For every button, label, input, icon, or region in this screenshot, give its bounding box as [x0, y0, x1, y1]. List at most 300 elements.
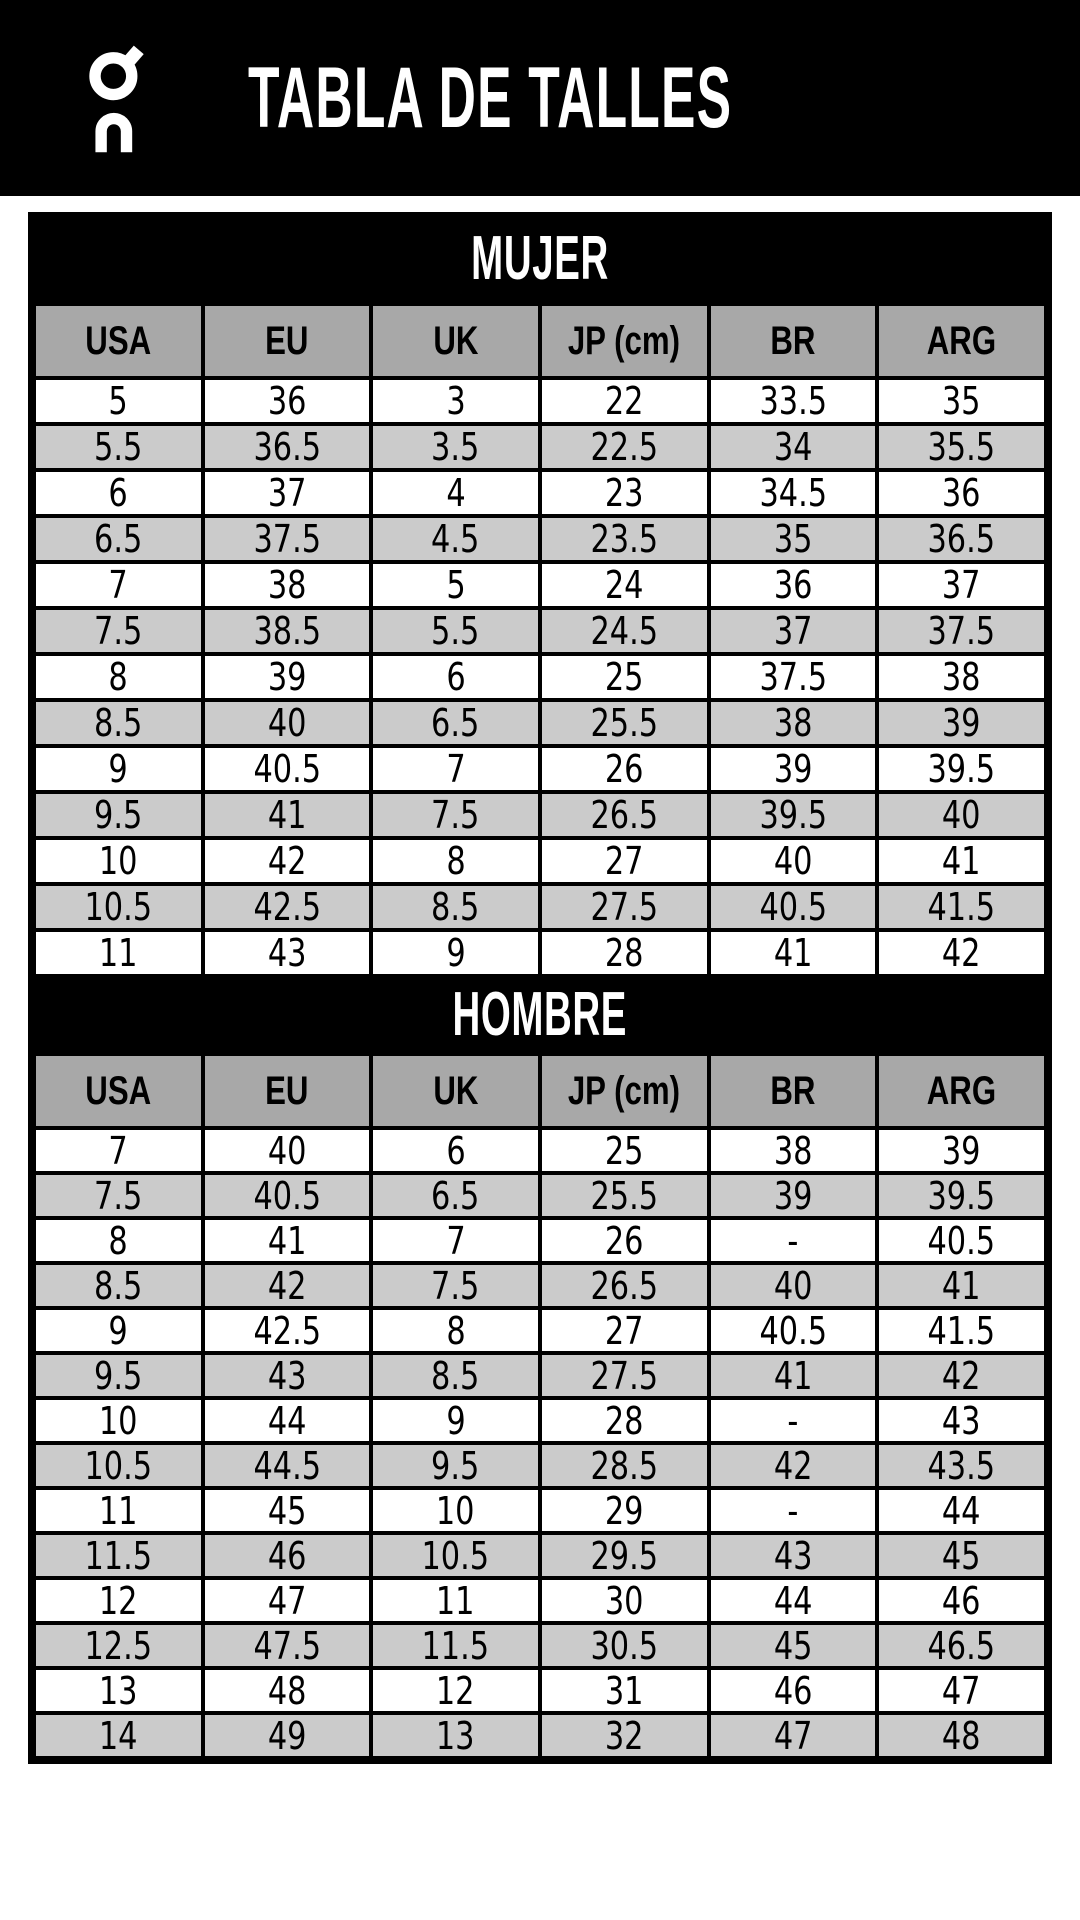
cell-value: 36 — [267, 379, 307, 423]
cell-value: 6 — [108, 471, 129, 515]
cell-value: 41 — [942, 839, 981, 883]
cell-value: 44 — [773, 1578, 813, 1623]
size-row — [34, 1398, 1046, 1443]
column-label-arg: ARG — [926, 319, 997, 363]
cell-value: 49 — [267, 1713, 307, 1758]
size-row — [34, 1623, 1046, 1668]
size-cell — [877, 1353, 1046, 1398]
cell-value: 4.5 — [431, 517, 480, 561]
cell-value: 24.5 — [590, 609, 659, 653]
size-cell — [709, 930, 878, 976]
cell-value: 44.5 — [253, 1443, 321, 1488]
size-row — [34, 562, 1046, 608]
cell-value: 39 — [267, 655, 307, 699]
size-cell — [709, 470, 878, 516]
size-row — [34, 1173, 1046, 1218]
size-cell — [877, 516, 1046, 562]
size-cell — [709, 884, 878, 930]
size-cell — [371, 1218, 540, 1263]
cell-value: 9 — [108, 1308, 129, 1353]
cell-value: 7.5 — [94, 1173, 143, 1218]
cell-value: 42 — [942, 931, 981, 975]
size-cell — [371, 1713, 540, 1758]
column-label-br: BR — [770, 1069, 816, 1113]
cell-value: 7 — [108, 1128, 129, 1173]
size-cell — [709, 1668, 878, 1713]
size-cell — [34, 424, 203, 470]
size-cell — [877, 1308, 1046, 1353]
size-cell — [877, 884, 1046, 930]
size-row — [34, 1713, 1046, 1758]
size-cell — [34, 1443, 203, 1488]
cell-value: 8 — [108, 1218, 129, 1263]
size-cell — [34, 1668, 203, 1713]
size-cell — [203, 1488, 372, 1533]
cell-value: 42 — [267, 839, 307, 883]
cell-value: 6.5 — [431, 701, 480, 745]
cell-value: 39 — [773, 747, 813, 791]
size-chart — [28, 212, 1052, 1764]
cell-value: 26 — [604, 1218, 644, 1263]
col-header-uk — [371, 304, 540, 378]
size-cell — [540, 1398, 709, 1443]
size-cell — [34, 1173, 203, 1218]
cell-value: 40.5 — [759, 1308, 827, 1353]
cell-value: 37.5 — [759, 655, 827, 699]
size-cell — [540, 1578, 709, 1623]
cell-value: 22.5 — [590, 425, 659, 469]
cell-value: 35.5 — [927, 425, 996, 469]
size-cell — [371, 1398, 540, 1443]
size-cell — [877, 1578, 1046, 1623]
size-cell — [877, 1623, 1046, 1668]
cell-value: 37 — [773, 609, 813, 653]
cell-value: 44 — [942, 1488, 981, 1533]
cell-value: 6.5 — [431, 1173, 480, 1218]
column-label-usa: USA — [85, 319, 152, 363]
size-row — [34, 930, 1046, 976]
cell-value: 27.5 — [590, 885, 659, 929]
size-cell — [203, 1623, 372, 1668]
column-header-row-hombre — [34, 1054, 1046, 1128]
size-cell — [34, 516, 203, 562]
cell-value: 35 — [773, 517, 813, 561]
cell-value: 44 — [267, 1398, 307, 1443]
size-cell — [371, 1308, 540, 1353]
cell-value: 42 — [773, 1443, 813, 1488]
size-cell — [540, 1668, 709, 1713]
cell-value: 14 — [98, 1713, 138, 1758]
size-cell — [709, 608, 878, 654]
cell-value: 13 — [98, 1668, 138, 1713]
size-cell — [203, 562, 372, 608]
size-cell — [371, 470, 540, 516]
cell-value: 43.5 — [927, 1443, 996, 1488]
size-cell — [203, 1533, 372, 1578]
column-label-arg: ARG — [926, 1069, 997, 1113]
size-cell — [203, 1578, 372, 1623]
cell-value: 47 — [942, 1668, 981, 1713]
size-cell — [34, 884, 203, 930]
size-cell — [709, 1218, 878, 1263]
cell-value: 7 — [108, 563, 129, 607]
size-cell — [371, 700, 540, 746]
size-cell — [540, 424, 709, 470]
cell-value: 30.5 — [590, 1623, 659, 1668]
size-row — [34, 1668, 1046, 1713]
col-header-eu — [203, 1054, 372, 1128]
size-cell — [203, 792, 372, 838]
cell-value: 10.5 — [84, 1443, 153, 1488]
cell-value: 36 — [942, 471, 981, 515]
cell-value: 48 — [942, 1713, 981, 1758]
cell-value: 7 — [445, 747, 466, 791]
cell-value: 29 — [604, 1488, 644, 1533]
size-cell — [540, 1263, 709, 1308]
cell-value: 38 — [773, 701, 813, 745]
size-cell — [709, 1353, 878, 1398]
cell-value: 5.5 — [431, 609, 480, 653]
size-row — [34, 608, 1046, 654]
size-cell — [709, 1308, 878, 1353]
cell-value: 23.5 — [590, 517, 659, 561]
size-cell — [540, 1488, 709, 1533]
cell-value: 8 — [445, 1308, 466, 1353]
column-header-row-mujer — [34, 304, 1046, 378]
cell-value: 3 — [445, 379, 466, 423]
col-header-br — [709, 304, 878, 378]
cell-value: 46 — [267, 1533, 307, 1578]
size-cell — [34, 700, 203, 746]
size-row — [34, 1128, 1046, 1173]
cell-value: - — [787, 1488, 799, 1533]
size-row — [34, 1263, 1046, 1308]
cell-value: 7.5 — [431, 1263, 480, 1308]
size-cell — [540, 884, 709, 930]
size-row — [34, 1218, 1046, 1263]
size-cell — [34, 1623, 203, 1668]
size-cell — [371, 1353, 540, 1398]
cell-value: 5 — [445, 563, 466, 607]
cell-value: 11 — [98, 1488, 138, 1533]
size-cell — [540, 930, 709, 976]
size-cell — [371, 792, 540, 838]
col-header-eu — [203, 304, 372, 378]
size-row — [34, 1443, 1046, 1488]
column-label-uk: UK — [433, 1069, 479, 1113]
cell-value: 43 — [267, 1353, 307, 1398]
cell-value: 8.5 — [431, 885, 480, 929]
cell-value: 26 — [604, 747, 644, 791]
size-cell — [203, 1218, 372, 1263]
size-cell — [709, 1263, 878, 1308]
size-cell — [34, 746, 203, 792]
cell-value: 43 — [267, 931, 307, 975]
on-logo-icon — [88, 41, 144, 155]
size-cell — [203, 516, 372, 562]
size-cell — [34, 930, 203, 976]
size-cell — [203, 746, 372, 792]
cell-value: 38.5 — [253, 609, 321, 653]
size-row — [34, 792, 1046, 838]
cell-value: 45 — [773, 1623, 813, 1668]
size-cell — [877, 930, 1046, 976]
size-cell — [709, 1488, 878, 1533]
cell-value: 12 — [436, 1668, 475, 1713]
size-cell — [203, 1308, 372, 1353]
column-label-jp-cm: JP (cm) — [568, 1069, 681, 1113]
size-cell — [709, 1713, 878, 1758]
size-cell — [877, 654, 1046, 700]
cell-value: 47 — [267, 1578, 307, 1623]
size-cell — [540, 1173, 709, 1218]
size-cell — [203, 1398, 372, 1443]
top-banner — [0, 0, 1080, 196]
cell-value: 41 — [942, 1263, 981, 1308]
size-cell — [877, 562, 1046, 608]
cell-value: 11.5 — [84, 1533, 153, 1578]
cell-value: 45 — [267, 1488, 307, 1533]
cell-value: 24 — [604, 563, 644, 607]
size-cell — [371, 424, 540, 470]
column-label-eu: EU — [265, 319, 309, 363]
cell-value: 45 — [942, 1533, 981, 1578]
cell-value: 6 — [445, 1128, 466, 1173]
size-cell — [34, 1398, 203, 1443]
size-cell — [203, 424, 372, 470]
section-header-hombre — [32, 978, 1048, 1052]
cell-value: 40.5 — [927, 1218, 996, 1263]
cell-value: 46 — [773, 1668, 813, 1713]
cell-value: 4 — [445, 471, 466, 515]
col-header-br — [709, 1054, 878, 1128]
size-cell — [709, 378, 878, 424]
size-cell — [34, 1308, 203, 1353]
column-label-jp-cm: JP (cm) — [568, 319, 681, 363]
cell-value: 39.5 — [759, 793, 827, 837]
size-cell — [203, 1263, 372, 1308]
cell-value: 37 — [267, 471, 307, 515]
cell-value: 42 — [267, 1263, 307, 1308]
size-cell — [540, 378, 709, 424]
cell-value: 7.5 — [431, 793, 480, 837]
size-cell — [203, 700, 372, 746]
page-title: TABLA DE TALLES — [248, 50, 733, 146]
cell-value: 11 — [98, 931, 138, 975]
size-cell — [34, 654, 203, 700]
cell-value: 6.5 — [94, 517, 143, 561]
cell-value: 41 — [267, 793, 307, 837]
size-cell — [709, 700, 878, 746]
column-label-uk: UK — [433, 319, 479, 363]
size-cell — [709, 792, 878, 838]
size-cell — [371, 838, 540, 884]
size-table-mujer — [32, 302, 1048, 978]
size-cell — [371, 516, 540, 562]
cell-value: 40.5 — [759, 885, 827, 929]
cell-value: 36.5 — [253, 425, 321, 469]
cell-value: 40 — [942, 793, 981, 837]
col-header-jp-cm — [540, 304, 709, 378]
cell-value: 10 — [98, 1398, 138, 1443]
cell-value: - — [787, 1218, 799, 1263]
size-row — [34, 516, 1046, 562]
size-cell — [203, 838, 372, 884]
size-cell — [371, 1623, 540, 1668]
cell-value: 37.5 — [253, 517, 321, 561]
cell-value: 36.5 — [927, 517, 996, 561]
size-cell — [877, 470, 1046, 516]
size-row — [34, 1308, 1046, 1353]
size-cell — [709, 746, 878, 792]
size-cell — [709, 562, 878, 608]
cell-value: 8 — [108, 655, 129, 699]
cell-value: 40.5 — [253, 1173, 321, 1218]
cell-value: 40 — [773, 839, 813, 883]
size-row — [34, 1488, 1046, 1533]
size-cell — [371, 1263, 540, 1308]
cell-value: 39 — [942, 1128, 981, 1173]
size-cell — [877, 700, 1046, 746]
cell-value: 34.5 — [759, 471, 827, 515]
size-cell — [34, 608, 203, 654]
cell-value: 11 — [436, 1578, 475, 1623]
col-header-jp-cm — [540, 1054, 709, 1128]
size-cell — [709, 424, 878, 470]
size-cell — [34, 1578, 203, 1623]
cell-value: 23 — [604, 471, 644, 515]
size-cell — [34, 1488, 203, 1533]
cell-value: 33.5 — [759, 379, 827, 423]
size-cell — [371, 1668, 540, 1713]
cell-value: 6 — [445, 655, 466, 699]
cell-value: 46.5 — [927, 1623, 996, 1668]
size-cell — [877, 424, 1046, 470]
cell-value: 46 — [942, 1578, 981, 1623]
cell-value: 28.5 — [590, 1443, 659, 1488]
cell-value: 35 — [942, 379, 981, 423]
size-cell — [371, 1443, 540, 1488]
cell-value: 9.5 — [431, 1443, 480, 1488]
size-cell — [203, 1173, 372, 1218]
cell-value: 9.5 — [94, 793, 143, 837]
size-cell — [203, 1713, 372, 1758]
size-cell — [540, 654, 709, 700]
cell-value: 8.5 — [94, 701, 143, 745]
size-cell — [877, 1398, 1046, 1443]
size-cell — [540, 1218, 709, 1263]
size-cell — [877, 1173, 1046, 1218]
cell-value: 27 — [604, 839, 644, 883]
cell-value: 8.5 — [94, 1263, 143, 1308]
size-cell — [371, 654, 540, 700]
size-cell — [203, 1128, 372, 1173]
cell-value: 39 — [942, 701, 981, 745]
cell-value: 37 — [942, 563, 981, 607]
size-cell — [203, 470, 372, 516]
size-cell — [877, 1263, 1046, 1308]
cell-value: 41 — [773, 1353, 813, 1398]
size-cell — [34, 838, 203, 884]
size-cell — [371, 1173, 540, 1218]
size-cell — [203, 608, 372, 654]
size-cell — [540, 700, 709, 746]
size-cell — [877, 1128, 1046, 1173]
size-row — [34, 654, 1046, 700]
size-cell — [877, 792, 1046, 838]
cell-value: 10 — [98, 839, 138, 883]
size-cell — [877, 1668, 1046, 1713]
size-cell — [877, 608, 1046, 654]
size-cell — [540, 516, 709, 562]
cell-value: 11.5 — [421, 1623, 490, 1668]
size-cell — [540, 1128, 709, 1173]
cell-value: 42.5 — [253, 885, 321, 929]
cell-value: 7 — [445, 1218, 466, 1263]
size-cell — [371, 930, 540, 976]
col-header-arg — [877, 1054, 1046, 1128]
size-cell — [540, 1713, 709, 1758]
column-label-usa: USA — [85, 1069, 152, 1113]
cell-value: 42 — [942, 1353, 981, 1398]
cell-value: 9 — [108, 747, 129, 791]
cell-value: 41.5 — [927, 885, 996, 929]
col-header-uk — [371, 1054, 540, 1128]
cell-value: 27.5 — [590, 1353, 659, 1398]
cell-value: 40 — [267, 1128, 307, 1173]
cell-value: 10.5 — [84, 885, 153, 929]
cell-value: 5 — [108, 379, 129, 423]
size-cell — [34, 792, 203, 838]
size-row — [34, 470, 1046, 516]
cell-value: 13 — [436, 1713, 475, 1758]
cell-value: 40 — [267, 701, 307, 745]
cell-value: 7.5 — [94, 609, 143, 653]
size-cell — [34, 1713, 203, 1758]
size-cell — [540, 746, 709, 792]
size-cell — [540, 608, 709, 654]
size-cell — [34, 470, 203, 516]
size-cell — [877, 1488, 1046, 1533]
size-cell — [540, 1443, 709, 1488]
size-cell — [371, 1578, 540, 1623]
size-row — [34, 378, 1046, 424]
cell-value: 38 — [773, 1128, 813, 1173]
cell-value: 41.5 — [927, 1308, 996, 1353]
cell-value: 3.5 — [431, 425, 480, 469]
cell-value: 40 — [773, 1263, 813, 1308]
cell-value: 47.5 — [253, 1623, 321, 1668]
size-cell — [709, 838, 878, 884]
size-table-hombre — [32, 1052, 1048, 1760]
size-cell — [877, 1218, 1046, 1263]
size-cell — [34, 1533, 203, 1578]
cell-value: 40.5 — [253, 747, 321, 791]
cell-value: 29.5 — [590, 1533, 659, 1578]
cell-value: 42.5 — [253, 1308, 321, 1353]
size-cell — [371, 1488, 540, 1533]
size-cell — [203, 930, 372, 976]
column-label-br: BR — [770, 319, 816, 363]
size-cell — [709, 1623, 878, 1668]
cell-value: 25 — [604, 1128, 644, 1173]
size-row — [34, 838, 1046, 884]
size-row — [34, 700, 1046, 746]
cell-value: 48 — [267, 1668, 307, 1713]
cell-value: 41 — [773, 931, 813, 975]
cell-value: 34 — [773, 425, 813, 469]
size-cell — [709, 654, 878, 700]
